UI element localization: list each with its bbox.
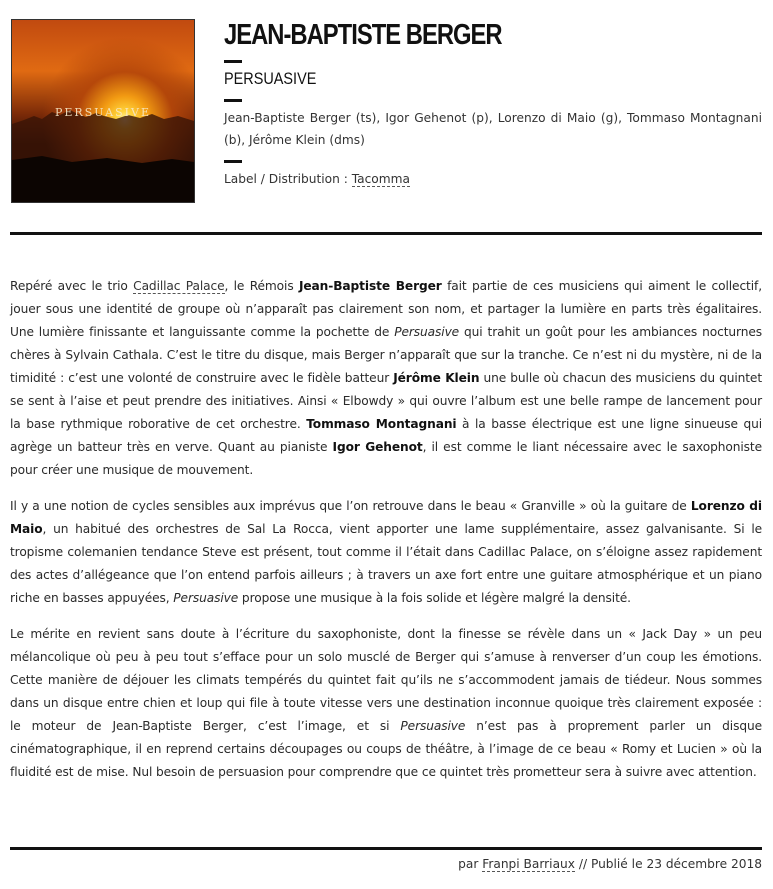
musicians-divider: [224, 99, 242, 102]
cadillac-palace-link[interactable]: Cadillac Palace: [133, 279, 225, 293]
p3-italic-persuasive: Persuasive: [400, 719, 466, 733]
p1-italic-persuasive: Persuasive: [394, 325, 460, 339]
author-link[interactable]: Franpi Barriaux: [482, 857, 575, 871]
article-body: [10, 275, 762, 797]
p1-text-1: Repéré avec le trio: [10, 279, 134, 293]
p1-text-4: qui trahit un goût pour les ambiances nocturnes chères à Sylvain Cathala. C’est le titre du disque, mais Berger n’apparaît que sur la tranche. Ce n’est ni du mystère, ni de la timidité : c’est une volonté de construire avec le fidèle batteur: [10, 325, 762, 385]
label-prefix: Label / Distribution :: [224, 172, 352, 186]
p2-bold-dimaio: Lorenzo di Maio: [10, 499, 763, 536]
cover-title: PERSUASIVE: [55, 106, 151, 119]
label-distribution: [224, 169, 762, 189]
footer-by: par: [458, 857, 483, 871]
p1-text-6: à la basse électrique est une ligne sinueuse qui agrège un batteur très en verve. Quant au pianiste: [10, 417, 763, 454]
label-divider: [224, 160, 242, 163]
p3-text-2: n’est pas à proprement parler un disque cinématographique, il en reprend certains découpages ou coups de théâtre, à l’image de ce beau « Romy et Lucien » où la fluidité est de mise. Nul besoin de persuasion pour comprendre que ce quintet très prometteur sera à suivre avec attention.: [10, 719, 762, 779]
paragraph-1: [10, 275, 762, 482]
album-title: PERSUASIVE: [224, 69, 317, 88]
bottom-separator: [10, 847, 762, 850]
p1-text-5: une bulle où chacun des musiciens du quintet se sent à l’aise et peut prendre des initiatives. Ainsi « Elbowdy » qui ouvre l’album est une belle rampe de lancement pour la base rythmique roborative de cet orchestre.: [10, 371, 763, 431]
p1-bold-gehenot: Igor Gehenot: [332, 440, 423, 454]
p2-text-2: , un habitué des orchestres de Sal La Rocca, vient apporter une lame supplémentaire, assez galvanisante. Si le tropisme colemanien tendance Steve est présent, tout comme il l’était dans Cadillac Palace, on s’éloigne assez rapidement des actes d’allégeance que l’on entend parfois ailleurs ; à travers un axe fort entre une guitare atmosphérique et un piano riche en basses appuyées,: [10, 522, 762, 605]
album-header: [10, 18, 762, 218]
paragraph-3: [10, 623, 762, 784]
paragraph-2: [10, 495, 762, 610]
publish-date: // Publié le 23 décembre 2018: [574, 857, 762, 871]
title-divider: [224, 60, 242, 63]
p2-italic-persuasive: Persuasive: [173, 591, 239, 605]
p1-text-7: , il est comme le liant nécessaire avec le saxophoniste pour créer une musique de mouvement.: [10, 440, 762, 477]
artist-name: JEAN-BAPTISTE BERGER: [224, 19, 502, 51]
p1-text-3: fait partie de ces musiciens qui aiment le collectif, jouer sous une identité de groupe où n’apparaît pas clairement son nom, et partager la lumière en parts très égalitaires. Une lumière finissante et languissante comme la pochette de: [10, 279, 762, 339]
p1-bold-montagnani: Tommaso Montagnani: [306, 417, 457, 431]
p1-text-2: , le Rémois: [224, 279, 299, 293]
label-link[interactable]: Tacomma: [351, 172, 410, 186]
album-info: [224, 18, 762, 189]
musicians-list: Jean-Baptiste Berger (ts), Igor Gehenot (p), Lorenzo di Maio (g), Tommaso Montagnani (b), Jérôme Klein (dms): [224, 111, 762, 147]
p3-text-1: Le mérite en revient sans doute à l’écriture du saxophoniste, dont la finesse se révèle dans un « Jack Day » un peu mélancolique où peu à peu tout s’efface pour un solo musclé de Berger qui s’amuse à renverser d’un coup les émotions. Cette manière de déjouer les climats tempérés du quintet fait qu’ils ne s’accommodent jamais de tiédeur. Nous sommes dans un disque entre chien et loup qui file à toute vitesse vers une destination inconnue quoique très clairement exposée : le moteur de Jean-Baptiste Berger, c’est l’image, et si: [10, 627, 762, 733]
album-cover: [11, 19, 195, 203]
top-separator: [10, 232, 762, 235]
p2-text-3: propose une musique à la fois solide et légère malgré la densité.: [238, 591, 631, 605]
p1-bold-klein: Jérôme Klein: [393, 371, 480, 385]
p2-text-1: Il y a une notion de cycles sensibles aux imprévus que l’on retrouve dans le beau « Granville » où la guitare de: [10, 499, 691, 513]
article-footer: [458, 857, 762, 871]
p1-bold-berger: Jean-Baptiste Berger: [298, 279, 442, 293]
